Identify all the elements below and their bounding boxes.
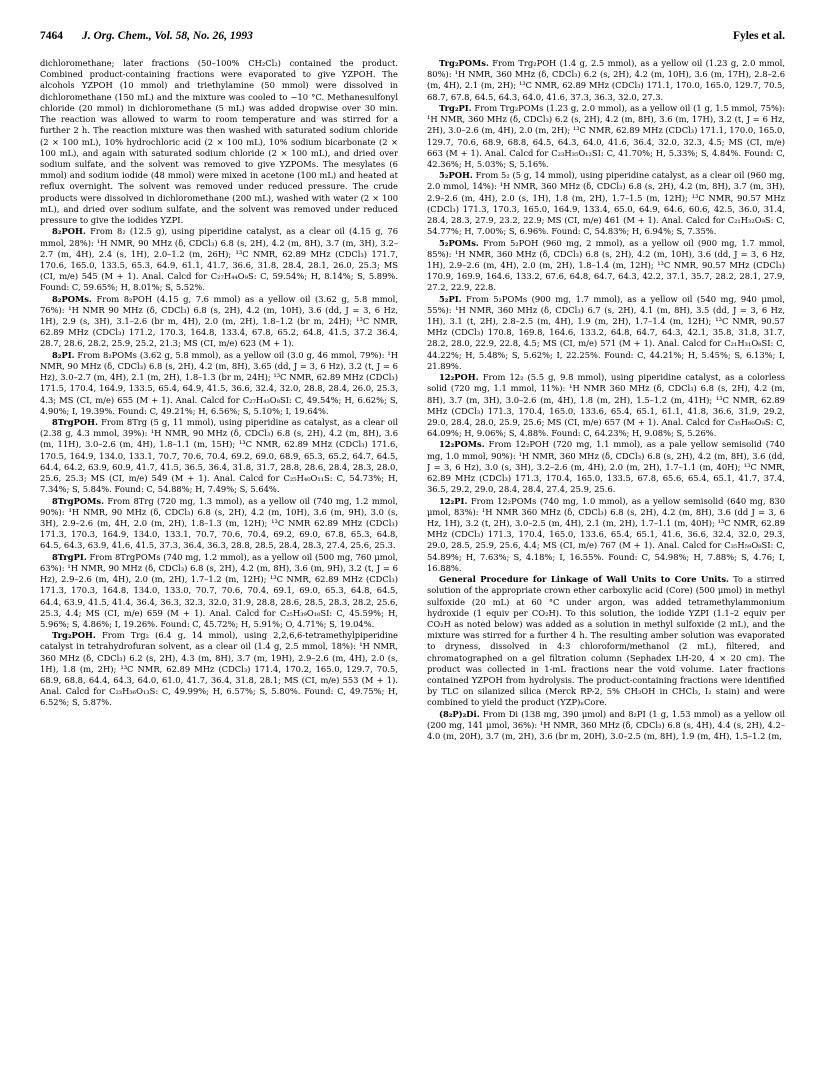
page-number: 7464 [40, 30, 63, 42]
paragraph-text: From 8₂POH (4.15 g, 7.6 mmol) as a yellow oil (3.62 g, 5.8 mmol, 76%): ¹H NMR 90 MHz (δ, CDCl₃) 6.8 (s, 2H), 4.2 (m, 10H), 3.6 (dd, J = 3, 6 Hz, 1H), 2.9 (s, 3H), 3.1–2.6 (br m, 4H), 2.0 (m, 2H), 1.8–1.2 (br m, 24H); ¹³C NMR, 62.89 MHz (CDCl₃) 171.2, 170.3, 164.8, 133.4, 67.8, 65.2, 64.8, 41.5, 37.2 36.4, 28.7, 28.6, 28.2, 25.9, 25.2, 21.3; MS (CI, m/e) 623 (M + 1). [40, 293, 398, 349]
paragraph [427, 496, 785, 575]
paragraph [40, 417, 398, 496]
left-column [40, 58, 398, 1058]
paragraph-text: From 8Trg (720 mg, 1.3 mmol), as a yellow oil (740 mg, 1.2 mmol, 90%): ¹H NMR, 90 MHz (δ, CDCl₃) 6.8 (s, 2H), 4.2 (m, 10H), 3.6 (m, 9H), 3.0 (s, 3H), 2.9–2.6 (m, 4H, 2.0 (m, 2H), 1.8–1.3 (m, 12H); ¹³C NMR 62.89 MHz (CDCl₃) 171.3, 170.3, 164.9, 134.0, 133.1, 70.7, 70.6, 70.4, 69.2, 69.0, 67.8, 65.3, 64.8, 64.5, 64.3, 63.9, 41.6, 41.5, 37.3, 36.4, 36.3, 28.8, 28.5, 28.4, 28.3, 27.4, 25.6, 25.3. [40, 495, 398, 551]
compound-heading: 12₂PI. [439, 495, 468, 506]
compound-heading: 8₂POH. [52, 226, 86, 237]
journal-citation: J. Org. Chem., Vol. 58, No. 26, 1993 [82, 30, 253, 42]
paragraph [40, 630, 398, 709]
compound-heading: 12₂POH. [439, 372, 479, 383]
paragraph-text: From Trg₂POMs (1.23 g, 2.0 mmol), as a yellow oil (1 g, 1.5 mmol, 75%): ¹H NMR, 360 MHz (δ, CDCl₃) 6.2 (s, 2H), 4.2 (m, 8H), 3.6 (m, 17H), 3.2 (t, J = 6 Hz, 2H), 3.0–2.6 (m, 4H), 2.0 (m, 2H); ¹³C NMR, 62.89 MHz (CDCl₃) 171.1, 170.0, 165.0, 129.7, 70.6, 68.9, 68.8, 64.5, 64.3, 64.0, 41.6, 36.4, 32.0, 32.3, 4.5; MS (CI, m/e) 663 (M + 1). Anal. Calcd for C₂₃H₃₅O₁₂SI: C, 41.70%; H, 5.33%; S, 4.84%. Found: C, 42.36%; H, 5.03%; S, 5.16%. [427, 102, 785, 169]
compound-heading: 5₂POH. [439, 170, 473, 181]
compound-heading: 12₂POMs. [439, 439, 485, 450]
paragraph [40, 58, 398, 226]
paragraph [427, 294, 785, 373]
compound-heading: Trg₂POMs. [439, 58, 489, 68]
paragraph [40, 552, 398, 631]
paragraph [427, 574, 785, 709]
paragraph-text: dichloromethane; later fractions (50–100% CH₂Cl₂) contained the product. Combined product-containing fractions were evaporated to give YZPOH. The alcohols YZPOH (10 mmol) and triethylamine (50 mmol) were dissolved in dichloromethane (150 mL) and the mixture was cooled to −10 °C. Methanesulfonyl chloride (20 mmol) in dichloromethane (5 mL) was added dropwise over 30 min. The reaction was allowed to warm to room temperature and was stirred for a further 2 h. The reaction mixture was then washed with saturated sodium chloride (2 × 100 mL), 10% hydrochloric acid (2 × 100 mL), 10% sodium bicarbonate (2 × 100 mL), and again with saturated sodium chloride (2 × 100 mL), and dried over sodium sulfate, and the solvent was removed to give YZPOMs. The mesylates (6 mmol) and sodium iodide (48 mmol) were mixed in acetone (100 mL) and heated at reflux overnight. The solvent was removed under reduced pressure. The crude products were dissolved in dichloromethane (200 mL), washed with water (2 × 100 mL), and dried over sodium sulfate, and the solvent was removed under reduced pressure to give the iodides YZPI. [40, 58, 398, 226]
compound-heading: 8₂PI. [52, 349, 75, 360]
paragraph-text: From 12₂POH (720 mg, 1.1 mmol), as a pale yellow semisolid (740 mg, 1.0 mmol, 90%): ¹H NMR, 360 MHz (δ, CDCl₃) 6.8 (s, 2H), 4.2 (m, 8H), 3.6 (dd, J = 3, 6 Hz), 3.0 (s, 3H), 3.2–2.6 (m, 4H), 2.0 (m, 2H), 1.7–1.1 (m, 40H); ¹³C NMR, 62.89 MHz (CDCl₃) 171.3, 170.4, 165.0, 133.5, 67.8, 65.6, 65.4, 65.1, 41.7, 37.4, 36.5, 29.2, 29.0, 28.4, 28.4, 27.4, 25.9, 25.6. [427, 439, 785, 495]
right-column [427, 58, 785, 1058]
paragraph [427, 103, 785, 170]
paragraph-text: From 5₂POH (960 mg, 2 mmol), as a yellow oil (900 mg, 1.7 mmol, 85%): ¹H NMR, 360 MHz (δ, CDCl₃) 6.8 (s, 2H), 4.2 (m, 10H), 3.6 (dd, J = 3, 6 Hz, 1H), 2.9–2.6 (m, 4H), 2.0 (m, 2H), 1.8–1.4 (m, 12H); ¹³C NMR, 90.57 MHz (CDCl₃) 170.9, 169.9, 164.6, 133.2, 67.6, 64.8, 64.7, 64.3, 42.2, 37.1, 35.7, 28.2, 28.1, 27.9, 27.2, 22.9, 22.8. [427, 237, 785, 293]
paragraph [427, 170, 785, 237]
paragraph-text: From Di (138 mg, 390 μmol) and 8₂PI (1 g, 1.53 mmol) as a yellow oil (200 mg, 141 μmol, 36%): ¹H NMR, 360 MHz (δ, CDCl₃) 6.8 (s, 4H), 4.4 (s, 2H), 4.2–4.0 (m, 20H), 3.7 (m, 2H), 3.6 (br m, 20H), 3.0–2.5 (m, 8H), 1.9 (m, 4H), 1.5–1.2 (m, [427, 708, 785, 742]
compound-heading: 5₂PI. [439, 293, 462, 304]
paragraph-text: From 12₂ (5.5 g, 9.8 mmol), using piperidine catalyst, as a colorless solid (720 mg, 1.1 mmol, 11%): ¹H NMR 360 MHz (δ, CDCl₃) 6.8 (s, 2H), 4.2 (m, 8H), 3.7 (m, 3H), 3.0–2.6 (m, 4H), 1.8 (m, 2H), 1.5–1.2 (m, 41H); ¹³C NMR, 62.89 MHz (CDCl₃) 171.3, 170.4, 165.0, 133.6, 65.4, 65.1, 61.1, 41.8, 36.6, 31.9, 29.2, 29.0, 28.4, 28.0, 25.9, 25.6; MS (CI, m/e) 657 (M + 1). Anal. Calcd for C₃₅H₆₀O₉S: C, 64.09%; H, 9.06%; S, 4.88%. Found: C, 64.23%; H, 9.08%; S, 5.26%. [427, 372, 785, 439]
paragraph [40, 496, 398, 552]
paragraph [427, 238, 785, 294]
running-author: Fyles et al. [732, 30, 785, 42]
paragraph-text: From 5₂POMs (900 mg, 1.7 mmol), as a yellow oil (540 mg, 940 μmol, 55%): ¹H NMR, 360 MHz (δ, CDCl₃) 6.7 (s, 2H), 4.1 (m, 8H), 3.5 (dd, J = 3, 6 Hz, 1H), 3.1 (t, 2H), 2.8–2.5 (m, 4H), 1.9 (m, 2H), 1.7–1.4 (m, 12H); ¹³C NMR, 90.57 MHz (CDCl₃) 170.8, 169.8, 164.6, 133.2, 64.8, 64.7, 64.3, 42.1, 35.8, 31.8, 31.7, 28.2, 28.0, 22.9, 22.8, 4.5; MS (CI, m/e) 571 (M + 1). Anal. Calcd for C₂₁H₃₁O₈SI: C, 44.22%; H, 5.48%; S, 5.62%; I, 22.25%. Found: C, 44.21%; H, 5.45%; S, 6.13%; I, 21.89%. [427, 293, 785, 371]
paragraph-text: From 8Trg (5 g, 11 mmol), using piperidine as catalyst, as a clear oil (2.38 g, 4.3 mmol, 39%): ¹H NMR, 90 MHz (δ, CDCl₃) 6.8 (s, 2H), 4.2 (m, 8H), 3.6 (m, 11H), 3.0–2.6 (m, 4H), 1.8–1.1 (m, 15H); ¹³C NMR, 62.89 MHz (CDCl₃) 171.6, 170.5, 164.9, 134.0, 133.1, 70.7, 70.6, 70.4, 69.2, 69.0, 68.9, 65.3, 65.2, 64.7, 64.5, 64.4, 64.2, 63.9, 60.9, 41.7, 41.5, 36.5, 36.4, 31.8, 31.7, 28.8, 28.6, 28.4, 28.3, 28.0, 25.6, 25.3; MS (CI, m/e) 549 (M + 1). Anal. Calcd for C₂₅H₄₀O₁₁S: C, 54.73%; H, 7.34%; S, 5.84%. Found: C, 54.88%; H, 7.49%; S, 5.64%. [40, 417, 398, 495]
compound-heading: Trg₂POH. [52, 630, 96, 641]
compound-heading: 8TrgPOMs. [52, 495, 105, 506]
compound-heading: 8TrgPI. [52, 551, 87, 562]
paragraph [40, 226, 398, 293]
paragraph-text: From Trg₂ (6.4 g, 14 mmol), using 2,2,6,6-tetramethylpiperidine catalyst in tetrahydrofuran solvent, as a clear oil (1.4 g, 2.5 mmol, 18%): ¹H NMR, 360 MHz (δ, CDCl₃) 6.2 (s, 2H), 4.3 (m, 8H), 3.7 (m, 19H), 2.9–2.6 (m, 4H), 2.0 (s, 1H), 1.8 (m, 2H); ¹³C NMR, 62.89 MHz (CDCl₃) 171.4, 170.2, 165.0, 129.7, 70.5, 68.9, 68.8, 64.4, 64.3, 64.0, 61.0, 41.7, 36.4, 31.8, 28.1; MS (CI, m/e) 553 (M + 1). Anal. Calcd for C₂₃H₃₆O₁₃S: C, 49.99%; H, 6.57%; S, 5.80%. Found: C, 49.75%; H, 6.52%; S, 5.87%. [40, 630, 398, 708]
paragraph-text: From 8₂POMs (3.62 g, 5.8 mmol), as a yellow oil (3.0 g, 46 mmol, 79%): ¹H NMR, 90 MHz (δ, CDCl₃) 6.8 (s, 2H), 4.2 (m, 8H), 3.65 (dd, J = 3, 6 Hz), 3.2 (t, J = 6 Hz), 3.0–2.7 (m, 4H), 2.1 (m, 2H), 1.8–1.3 (br m, 24H); ¹³C NMR, 62.89 MHz (CDCl₃) 171.5, 170.4, 164.9, 133.5, 65.4, 64.9, 41.5, 36.6, 32.4, 32.0, 28.8, 28.4, 26.0, 25.3, 4.3; MS (CI, m/e) 655 (M + 1). Anal. Calcd for C₂₇H₄₃O₈SI: C, 49.54%; H, 6.62%; S, 4.90%; I, 19.39%. Found: C, 49.21%; H, 6.56%; S, 5.10%; I, 19.64%. [40, 349, 398, 416]
compound-heading: 5₂POMs. [439, 237, 479, 248]
compound-heading: Trg₂PI. [439, 102, 472, 113]
paragraph-text: From 8TrgPOMs (740 mg, 1.2 mmol), as a yellow oil (500 mg, 760 μmol, 63%): ¹H NMR, 90 MHz (δ, CDCl₃) 6.8 (s, 2H), 4.2 (m, 8H), 3.6 (m, 9H), 3.2 (t, J = 6 Hz), 2.9–2.6 (m, 4H), 2.0 (m, 2H), 1.7–1.2 (m, 12H); ¹³C NMR, 62.89 MHz (CDCl₃) 171.3, 170.3, 164.8, 134.0, 133.0, 70.7, 70.6, 70.4, 69.1, 69.0, 65.3, 64.8, 64.5, 64.4, 63.9, 41.5, 41.4, 36.4, 36.3, 32.3, 32.0, 31.9, 28.8, 28.6, 28.5, 28.3, 28.2, 25.6, 25.3, 4.4; MS (CI, m/e) 659 (M + 1). Anal. Calcd for C₂₅H₃₉O₁₀SI: C, 45.59%; H, 5.96%; S, 4.86%; I, 19.26%. Found: C, 45.72%; H, 5.91%; O, 4.71%; S, 19.04%. [40, 551, 398, 629]
compound-heading: General Procedure for Linkage of Wall Units to Core Units. [439, 574, 729, 585]
compound-heading: 8₂POMs. [52, 293, 92, 304]
paragraph [427, 439, 785, 495]
paragraph [427, 58, 785, 103]
compound-heading: 8TrgPOH. [52, 417, 98, 427]
paragraph-text: From 12₂POMs (740 mg, 1.0 mmol), as a yellow semisolid (640 mg, 830 μmol, 83%): ¹H NMR 360 MHz (δ, CDCl₃) 6.8 (s, 2H), 4.2 (m, 8H), 3.6 (dd J = 3, 6 Hz, 1H), 3.2 (t, 2H), 3.0–2.5 (m, 4H), 2.1 (m, 2H), 1.7–1.1 (m, 40H); ¹³C NMR, 62.89 MHz (CDCl₃) 171.3, 170.4, 165.0, 133.6, 65.4, 65.1, 41.6, 36.6, 32.4, 32.0, 29.3, 29.0, 28.5, 25.9, 25.6, 4.4; MS (CI, m/e) 767 (M + 1). Anal. Calcd for C₃₅H₅₉O₈SI: C, 54.89%; H, 7.63%; S, 4.18%; I, 16.55%. Found: C, 54.98%; H, 7.88%; S, 4.76; I, 16.88%. [427, 495, 785, 573]
paragraph [427, 372, 785, 439]
paragraph-text: From Trg₂POH (1.4 g, 2.5 mmol), as a yellow oil (1.23 g, 2.0 mmol, 80%): ¹H NMR, 360 MHz (δ, CDCl₃) 6.2 (s, 2H), 4.2 (m, 10H), 3.6 (m, 17H), 2.8–2.6 (m, 4H), 2.1 (m, 2H); ¹³C NMR, 62.89 MHz (CDCl₃) 171.1, 170.0, 165.0, 129.7, 70.5, 68.7, 67.8, 64.5, 64.3, 64.0, 41.6, 37.3, 36.3, 32.0, 27.3. [427, 58, 785, 102]
compound-heading: (8₂P)₂Di. [439, 708, 480, 719]
paragraph [40, 350, 398, 417]
running-header [40, 30, 785, 48]
paragraph-text: From 5₂ (5 g, 14 mmol), using piperidine catalyst, as a clear oil (960 mg, 2.0 mmol, 14%): ¹H NMR, 360 MHz (δ, CDCl₃) 6.8 (s, 2H), 4.2 (m, 8H), 3.7 (m, 3H), 2.9–2.6 (m, 4H), 2.0 (s, 1H), 1.8 (m, 2H), 1.7–1.5 (m, 12H); ¹³C NMR, 90.57 MHz (CDCl₃) 171.3, 170.3, 165.0, 164.9, 133.4, 65.0, 64.9, 64.6, 60.6, 42.5, 36.0, 31.4, 28.4, 28.3, 27.9, 23.2, 22.9; MS (CI, m/e) 461 (M + 1). Anal. Calcd for C₂₁H₃₂O₉S: C, 54.77%; H, 7.00%; S, 6.96%. Found: C, 54.83%; H, 6.94%; S, 7.35%. [427, 170, 785, 237]
paragraph [427, 709, 785, 743]
paragraph [40, 294, 398, 350]
paragraph-text: To a stirred solution of the appropriate crown ether carboxylic acid (Core) (500 μmol) in methyl sulfoxide (20 mL) at 60 °C under argon, was added tetramethylammonium hydroxide (1 equiv per CO₂H). To this solution, the iodide YZPI (1.1–2 equiv per CO₂H as noted below) was added as a solution in methyl sulfoxide (2 mL), and the mixture was stirred for a further 4 h. The resulting amber solution was evaporated to dryness, dissolved in 4:3 chloroform/methanol (2 mL), filtered, and chromatographed on a gel filtration column (Sephadex LH-20, 4 × 20 cm). The product was collected in 1-mL fractions near the void volume. Later fractions contained YZPOH from hydrolysis. The product-containing fractions were identified by TLC on silanized silica (Merck RP-2, 5% CH₃OH in CHCl₃, I₂ stain) and were combined to yield the product (YZP)ₙCore. [427, 574, 785, 708]
paragraph-text: From 8₂ (12.5 g), using piperidine catalyst, as a clear oil (4.15 g, 76 mmol, 28%): ¹H NMR, 90 MHz (δ, CDCl₃) 6.8 (s, 2H), 4.2 (m, 8H), 3.7 (m, 3H), 3.2–2.7 (m, 4H), 2.4 (s, 1H), 2.0–1.2 (m, 26H); ¹³C NMR, 62.89 MHz (CDCl₃) 171.7, 170.6, 165.0, 133.5, 65.3, 64.9, 61.1, 41.7, 36.6, 31.8, 28.4, 28.1, 26.0, 25.3; MS (CI, m/e) 545 (M + 1). Anal. Calcd for C₂₇H₄₄O₉S: C, 59.54%; H, 8.14%; S, 5.89%. Found: C, 59.65%; H, 8.01%; S, 5.52%. [40, 226, 398, 293]
